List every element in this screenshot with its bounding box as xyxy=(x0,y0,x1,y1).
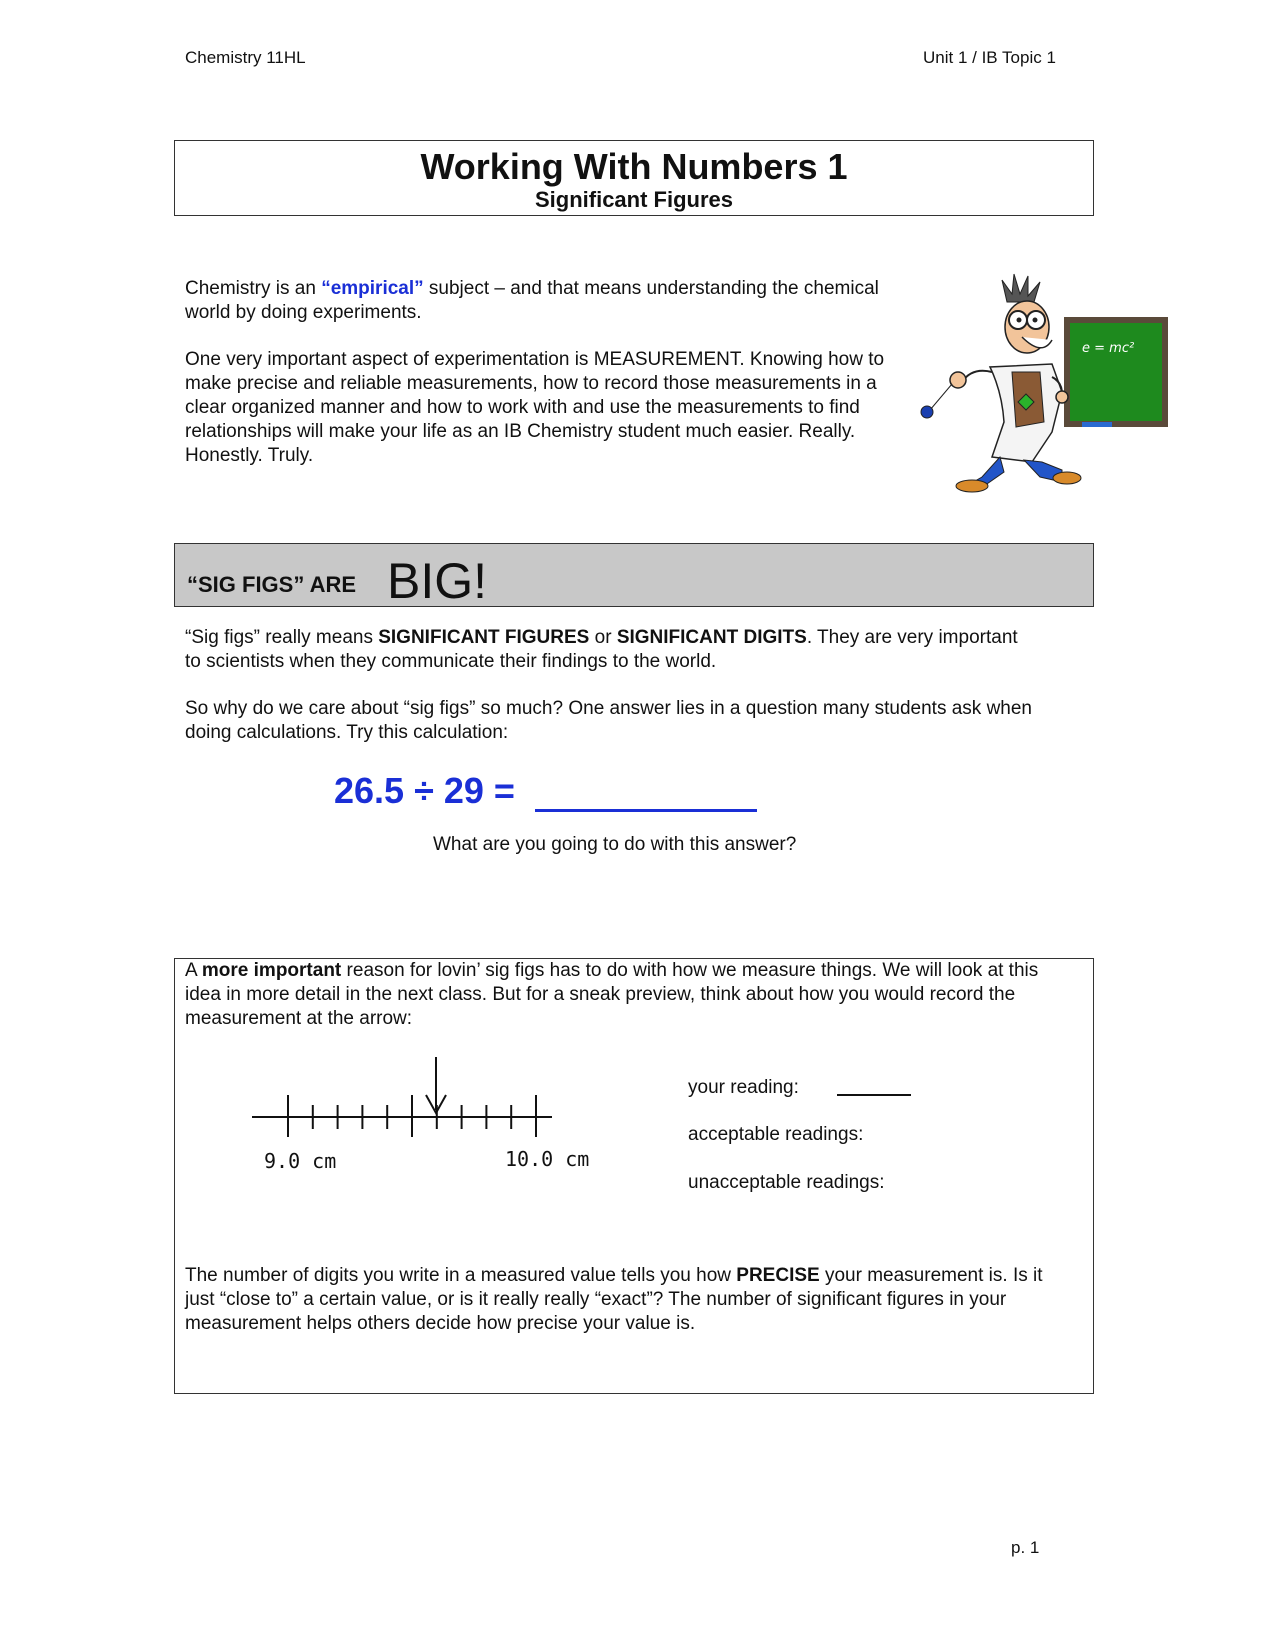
page-number: p. 1 xyxy=(1011,1538,1040,1557)
page-subtitle: Significant Figures xyxy=(534,187,734,212)
ruler-label-right: 10.0 cm xyxy=(505,1147,590,1171)
section-header-small: “SIG FIGS” ARE xyxy=(187,572,357,597)
unacceptable-readings-label: unacceptable readings: xyxy=(688,1172,885,1193)
answer-blank[interactable] xyxy=(535,775,757,812)
your-reading-label: your reading: xyxy=(688,1077,799,1098)
unit-label: Unit 1 / IB Topic 1 xyxy=(923,48,1056,67)
board-formula: e = mc² xyxy=(1082,341,1135,356)
intro-paragraph-1: Chemistry is an “empirical” subject – and that means understanding the chemical world by doing experiments. xyxy=(185,278,879,323)
empirical-term: “empirical” xyxy=(321,278,424,299)
ruler-scale xyxy=(250,1055,600,1145)
calculation xyxy=(334,770,757,812)
calculation-expression: 26.5 ÷ 29 = xyxy=(334,770,515,811)
page-title: Working With Numbers 1 xyxy=(420,146,848,187)
sigfigs-paragraph-2: So why do we care about “sig figs” so much? One answer lies in a question many students ask when doing calculations. Try this calculation: xyxy=(185,698,1032,743)
your-reading-blank[interactable] xyxy=(837,1094,911,1096)
ruler-label-left: 9.0 cm xyxy=(264,1149,337,1173)
ruler-diagram xyxy=(250,1055,600,1175)
intro-paragraph-2: One very important aspect of experimentation is MEASUREMENT. Knowing how to make precise and reliable measurements, how to record those measurements in a clear organized manner and how to work with and use the measurements to find relationships will make your life as an IB Chemistry student much easier. Really. Honestly. Truly. xyxy=(185,349,885,466)
scientist-cartoon-icon xyxy=(912,272,1174,498)
title-box xyxy=(174,140,1094,216)
measurement-paragraph-1: A more important reason for lovin’ sig figs has to do with how we measure things. We will look at this idea in more detail in the next class. But for a sneak preview, think about how you would record the measurement at the arrow: xyxy=(185,960,1039,1029)
sigfigs-paragraph-1: “Sig figs” really means SIGNIFICANT FIGURES or SIGNIFICANT DIGITS. They are very important to scientists when they communicate their findings to the world. xyxy=(185,627,1018,672)
calculation-question: What are you going to do with this answer? xyxy=(433,834,797,855)
section-header-big: BIG! xyxy=(387,553,488,609)
acceptable-readings-label: acceptable readings: xyxy=(688,1124,864,1145)
measurement-paragraph-2: The number of digits you write in a measured value tells you how PRECISE your measurement is. Is it just “close to” a certain value, or is it really really “exact”? The number of significant figures in your measurement helps others decide how precise your value is. xyxy=(185,1265,1043,1334)
section-header-bar xyxy=(174,543,1094,607)
course-name: Chemistry 11HL xyxy=(185,48,306,67)
